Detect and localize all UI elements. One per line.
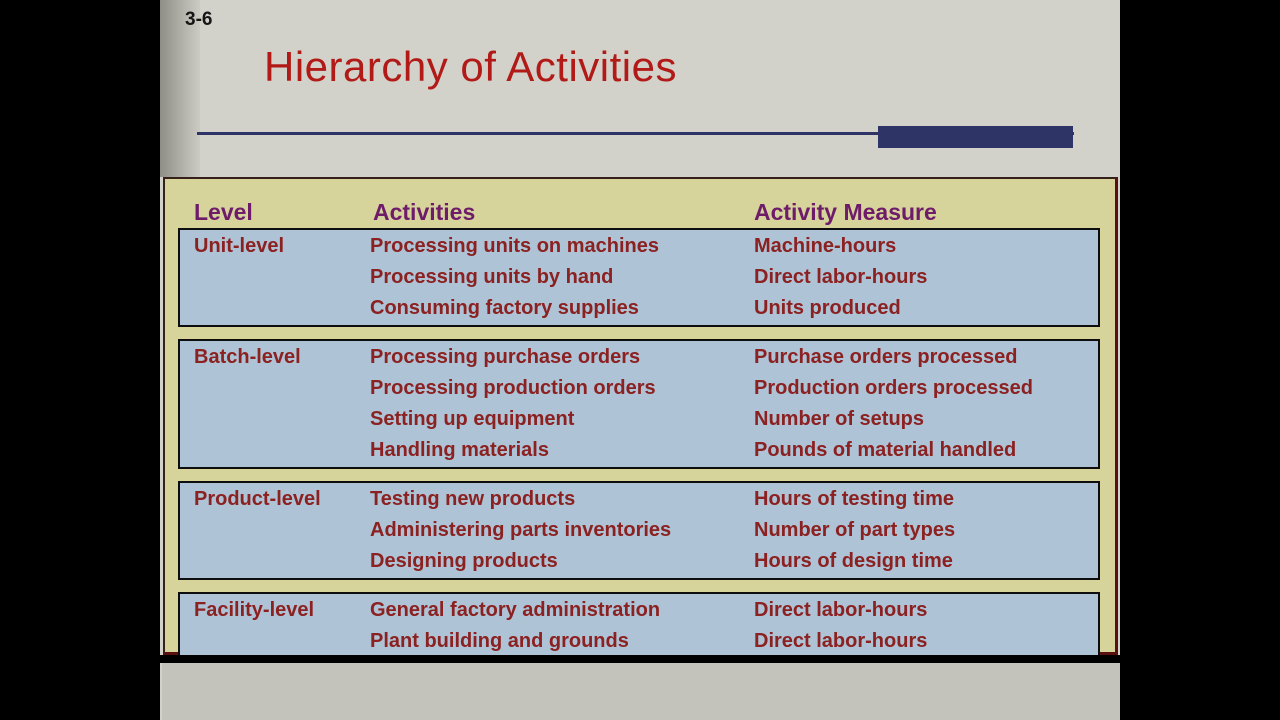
column-header-level: Level — [194, 199, 253, 225]
level-cell: Unit-level — [194, 235, 285, 257]
table-shadow-band — [160, 655, 1122, 663]
measure-cell: Direct labor-hours — [754, 266, 928, 288]
measure-cell: Hours of design time — [754, 550, 953, 572]
table-row — [180, 342, 1098, 373]
activity-cell: Plant building and grounds — [370, 630, 629, 652]
slide-title: Hierarchy of Activities — [264, 43, 677, 90]
activity-cell: Handling materials — [370, 439, 549, 461]
level-cell — [194, 546, 370, 577]
measure-cell: Purchase orders processed — [754, 346, 1018, 368]
table-row — [180, 262, 1098, 293]
level-cell — [194, 373, 370, 404]
title-divider-accent-bar — [878, 126, 1073, 148]
measure-cell: Direct labor-hours — [754, 630, 928, 652]
level-group-box — [178, 592, 1100, 660]
column-header-activity-measure: Activity Measure — [754, 199, 937, 225]
activity-cell: Administering parts inventories — [370, 519, 672, 541]
slide-footer-area — [162, 663, 1120, 720]
slide — [160, 0, 1120, 720]
level-cell — [194, 262, 370, 293]
level-cell — [194, 515, 370, 546]
level-group-box — [178, 481, 1100, 580]
activity-cell: Processing units on machines — [370, 235, 659, 257]
level-cell — [194, 404, 370, 435]
level-cell — [194, 293, 370, 324]
measure-cell: Production orders processed — [754, 377, 1033, 399]
measure-cell: Number of part types — [754, 519, 956, 541]
level-cell — [194, 435, 370, 466]
level-cell — [194, 626, 370, 657]
table-row — [180, 231, 1098, 262]
table-row — [180, 435, 1098, 466]
table-row — [180, 373, 1098, 404]
level-cell: Facility-level — [194, 599, 315, 621]
activity-cell: Consuming factory supplies — [370, 297, 639, 319]
measure-cell: Hours of testing time — [754, 488, 955, 510]
table-row — [180, 484, 1098, 515]
level-cell: Batch-level — [194, 346, 301, 368]
table-row — [180, 626, 1098, 657]
table-row — [180, 595, 1098, 626]
activity-cell: Testing new products — [370, 488, 576, 510]
column-header-activities: Activities — [373, 199, 476, 225]
activity-cell: General factory administration — [370, 599, 661, 621]
measure-cell: Direct labor-hours — [754, 599, 928, 621]
table-row — [180, 293, 1098, 324]
activity-cell: Setting up equipment — [370, 408, 575, 430]
measure-cell: Units produced — [754, 297, 901, 319]
activity-cell: Processing units by hand — [370, 266, 614, 288]
level-group-box — [178, 228, 1100, 327]
activity-cell: Processing purchase orders — [370, 346, 641, 368]
table-groups — [178, 228, 1100, 672]
table-row — [180, 515, 1098, 546]
measure-cell: Machine-hours — [754, 235, 897, 257]
activities-table — [163, 177, 1118, 655]
table-row — [180, 404, 1098, 435]
activity-cell: Designing products — [370, 550, 558, 572]
table-row — [180, 546, 1098, 577]
measure-cell: Number of setups — [754, 408, 925, 430]
level-group-box — [178, 339, 1100, 469]
measure-cell: Pounds of material handled — [754, 439, 1017, 461]
page-number: 3-6 — [185, 9, 213, 30]
activity-cell: Processing production orders — [370, 377, 656, 399]
level-cell: Product-level — [194, 488, 321, 510]
